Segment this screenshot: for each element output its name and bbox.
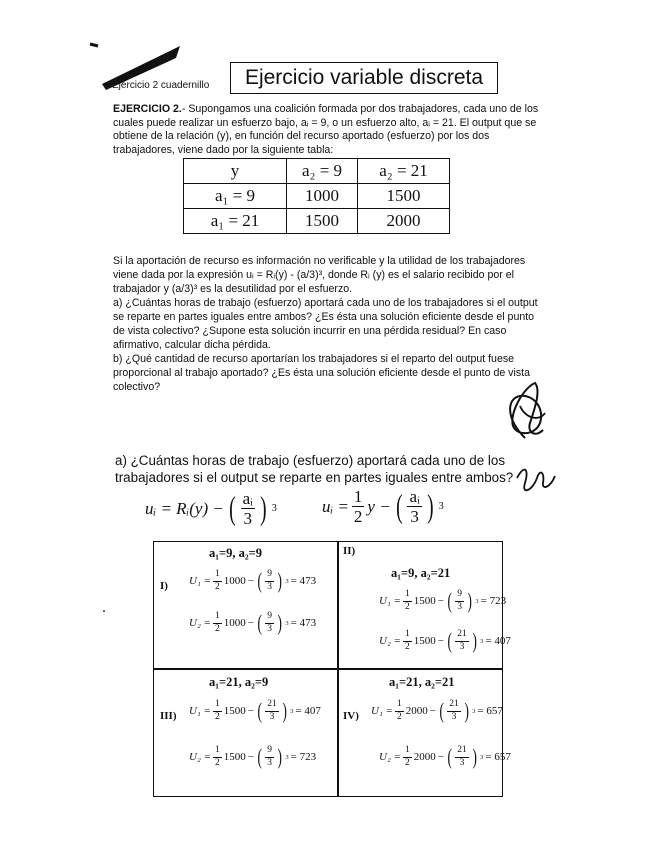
table-cell: 1500 <box>287 209 358 234</box>
fraction-denominator: 3 <box>451 711 457 722</box>
fraction-numerator: aᵢ <box>242 489 253 508</box>
utility-equation <box>371 700 503 722</box>
close-paren: ) <box>472 744 477 769</box>
page-title: Ejercicio variable discreta <box>230 62 498 94</box>
fraction-denominator: 3 <box>459 757 465 768</box>
utility-formula-equal-split <box>322 488 444 525</box>
effort-fraction <box>241 490 255 527</box>
half-fraction <box>213 746 222 768</box>
utility-equation <box>379 746 511 768</box>
exponent: 3 <box>285 753 289 761</box>
table-cell: 1500 <box>358 184 450 209</box>
grid-cell-3 <box>154 670 337 796</box>
answer-question: a) ¿Cuántas horas de trabajo (esfuerzo) aportará cada uno de los trabajadores si el output se reparte en partes iguales entre ambos? <box>115 453 514 485</box>
payoff-table <box>183 158 450 234</box>
cell-title: a₁=21, a₂=9 <box>209 675 269 689</box>
half-fraction <box>352 488 365 525</box>
fraction-denominator: 3 <box>269 711 275 722</box>
minus-sign: − <box>247 575 254 587</box>
header-label: Ejercicio 2 cuadernillo <box>112 80 210 91</box>
half-fraction <box>213 570 222 592</box>
question-a-paragraph: a) ¿Cuántas horas de trabajo (esfuerzo) aportará cada uno de los trabajadores si el output se reparte en partes iguales entre ambos? ¿Es ésta una solución eficiente desde el punto de vista colectivo? ¿Supone esta solución incurrir en una pérdida residual? En caso afirmativo, calcular dicha pérdida. <box>113 297 538 351</box>
eq-label: U₂ = <box>379 751 401 763</box>
fraction-denominator: 3 <box>457 601 462 612</box>
eq-revenue: 2000 <box>413 751 436 763</box>
exponent: 3 <box>285 577 289 585</box>
formula-mid: y − <box>367 496 391 516</box>
table-header-cell: a₂ = 21 <box>358 159 450 184</box>
close-paren: ) <box>277 610 282 635</box>
grid-cell-1 <box>154 542 337 668</box>
problem-body <box>113 254 545 394</box>
utility-equation <box>189 746 316 768</box>
cell-title: a₁=9, a₂=9 <box>209 546 262 560</box>
exercise-text: - Supongamos una coalición formada por dos trabajadores, cada uno de los cuales puede realizar un esfuerzo bajo, aᵢ = 9, o un esfuerzo alto, aᵢ = 21. El output que se obtiene de la relación (y), en función del recurso aportado (esfuerzo) por los dos trabajadores, viene dado por la siguiente tabla: <box>113 103 539 156</box>
fraction-numerator: 9 <box>265 570 274 582</box>
effort-fraction <box>455 630 469 652</box>
table-row-header: a₁ = 21 <box>184 209 287 234</box>
fraction-numerator: 21 <box>455 746 469 758</box>
eq-label: U₂ = <box>189 617 211 629</box>
fraction-denominator: 2 <box>214 581 220 592</box>
open-paren: ( <box>257 744 262 769</box>
grid-cell-2 <box>339 542 511 668</box>
fraction-numerator: 21 <box>455 630 469 642</box>
utility-equation <box>189 612 316 634</box>
fraction-denominator: 2 <box>404 757 410 768</box>
fraction-numerator: 9 <box>455 590 464 602</box>
table-header-cell: a₂ = 9 <box>287 159 358 184</box>
effort-fraction <box>407 488 421 525</box>
eq-label: U₁ = <box>189 575 211 587</box>
cell-title: a₁=21, a₂=21 <box>389 675 455 689</box>
fraction-numerator: 1 <box>353 487 363 506</box>
fraction-denominator: 2 <box>353 507 363 526</box>
eq-label: U₁ = <box>371 705 393 717</box>
table-row <box>184 209 450 234</box>
fraction-numerator: 1 <box>403 746 412 758</box>
eq-revenue: 1500 <box>413 635 436 647</box>
utility-formula-general <box>145 490 277 527</box>
effort-fraction <box>455 590 464 612</box>
table-cell: 2000 <box>358 209 450 234</box>
eq-revenue: 1000 <box>223 617 246 629</box>
fraction-denominator: 2 <box>214 623 220 634</box>
formula-lhs: uᵢ = <box>322 496 349 516</box>
question-b-paragraph: b) ¿Qué cantidad de recurso aportarían los trabajadores si el reparto del output fuese proporcional al trabajo aportado? ¿Es ésta una solución eficiente desde el punto de vista colectivo? <box>113 353 530 393</box>
close-paren: ) <box>260 490 267 527</box>
fraction-numerator: 21 <box>265 700 279 712</box>
effort-fraction <box>265 612 274 634</box>
open-paren: ( <box>439 698 444 723</box>
fraction-denominator: 3 <box>459 641 465 652</box>
utility-equation <box>189 570 316 592</box>
eq-result: = 473 <box>290 575 317 587</box>
minus-sign: − <box>247 705 254 717</box>
eq-revenue: 2000 <box>405 705 428 717</box>
open-paren: ( <box>395 488 403 525</box>
fraction-numerator: 1 <box>213 570 222 582</box>
fraction-numerator: 1 <box>403 590 412 602</box>
fraction-denominator: 3 <box>410 507 419 526</box>
open-paren: ( <box>257 610 262 635</box>
eq-label: U₂ = <box>189 751 211 763</box>
effort-fraction <box>447 700 461 722</box>
exponent: 3 <box>438 501 444 512</box>
eq-label: U₁ = <box>189 705 211 717</box>
fraction-denominator: 3 <box>267 581 272 592</box>
eq-revenue: 1000 <box>223 575 246 587</box>
effort-fraction <box>265 700 279 722</box>
exponent: 3 <box>475 597 479 605</box>
half-fraction <box>403 746 412 768</box>
open-paren: ( <box>257 698 262 723</box>
fraction-numerator: 1 <box>213 612 222 624</box>
fraction-numerator: 1 <box>395 700 404 712</box>
effort-fraction <box>265 570 274 592</box>
cell-roman: IV) <box>343 710 359 722</box>
exponent: 3 <box>271 503 277 514</box>
eq-result: = 657 <box>477 705 503 717</box>
minus-sign: − <box>437 751 444 763</box>
effort-fraction <box>455 746 469 768</box>
eq-result: = 723 <box>480 595 507 607</box>
exponent: 3 <box>290 707 294 715</box>
exercise-statement <box>113 103 545 157</box>
fraction-denominator: 2 <box>404 601 410 612</box>
utility-grid <box>153 541 511 797</box>
half-fraction <box>403 590 412 612</box>
cell-roman: III) <box>160 710 177 722</box>
close-paren: ) <box>277 568 282 593</box>
cell-title: a₁=9, a₂=21 <box>391 566 451 580</box>
open-paren: ( <box>447 744 452 769</box>
fraction-denominator: 3 <box>267 757 272 768</box>
fraction-denominator: 2 <box>396 711 402 722</box>
half-fraction <box>213 700 222 722</box>
eq-result: = 473 <box>290 617 317 629</box>
fraction-denominator: 2 <box>214 711 220 722</box>
minus-sign: − <box>437 635 444 647</box>
exponent: 3 <box>480 753 484 761</box>
close-paren: ) <box>467 588 472 613</box>
open-paren: ( <box>257 568 262 593</box>
half-fraction <box>213 612 222 634</box>
fraction-numerator: aᵢ <box>409 487 420 506</box>
minus-sign: − <box>247 751 254 763</box>
close-paren: ) <box>277 744 282 769</box>
minus-sign: − <box>437 595 444 607</box>
eq-revenue: 1500 <box>413 595 436 607</box>
minus-sign: − <box>247 617 254 629</box>
open-paren: ( <box>228 490 236 527</box>
eq-label: U₁ = <box>379 595 401 607</box>
exponent: 3 <box>480 637 484 645</box>
handwritten-signature <box>495 378 565 508</box>
exercise-label: EJERCICIO 2. <box>113 103 182 115</box>
table-header-row <box>184 159 450 184</box>
effort-fraction <box>265 746 274 768</box>
utility-paragraph: Si la aportación de recurso es información no verificable y la utilidad de los trabajadores viene dada por la expresión uᵢ = Rᵢ(y) - (a/3)³, donde Rᵢ (y) es el salario recibido por el trabajador y (a/3)³ es la desutilidad por el esfuerzo. <box>113 255 526 295</box>
cell-roman: II) <box>343 545 356 557</box>
close-paren: ) <box>282 698 287 723</box>
fraction-numerator: 9 <box>265 746 274 758</box>
fraction-numerator: 1 <box>403 630 412 642</box>
table-header-cell: y <box>184 159 287 184</box>
cell-roman: I) <box>160 580 168 592</box>
fraction-numerator: 1 <box>213 700 222 712</box>
stray-dot <box>103 610 105 612</box>
eq-result: = 723 <box>290 751 317 763</box>
utility-equation <box>379 590 506 612</box>
utility-equation <box>379 630 511 652</box>
open-paren: ( <box>447 628 452 653</box>
fraction-denominator: 3 <box>267 623 272 634</box>
formula-lhs: uᵢ = Rᵢ(y) − <box>145 498 224 518</box>
close-paren: ) <box>472 628 477 653</box>
half-fraction <box>395 700 404 722</box>
eq-result: = 407 <box>485 635 511 647</box>
fraction-numerator: 21 <box>447 700 461 712</box>
close-paren: ) <box>464 698 469 723</box>
fraction-numerator: 1 <box>213 746 222 758</box>
eq-result: = 407 <box>295 705 321 717</box>
table-cell: 1000 <box>287 184 358 209</box>
close-paren: ) <box>426 488 434 525</box>
half-fraction <box>403 630 412 652</box>
table-row-header: a₁ = 9 <box>184 184 287 209</box>
exponent: 3 <box>472 707 476 715</box>
fraction-denominator: 2 <box>404 641 410 652</box>
table-row <box>184 184 450 209</box>
eq-revenue: 1500 <box>223 751 246 763</box>
exponent: 3 <box>285 619 289 627</box>
minus-sign: − <box>429 705 436 717</box>
eq-revenue: 1500 <box>223 705 246 717</box>
eq-label: U₂ = <box>379 635 401 647</box>
grid-cell-4 <box>339 670 511 796</box>
open-paren: ( <box>447 588 452 613</box>
utility-equation <box>189 700 321 722</box>
fraction-denominator: 3 <box>243 509 252 528</box>
fraction-numerator: 9 <box>265 612 274 624</box>
eq-result: = 657 <box>485 751 511 763</box>
fraction-denominator: 2 <box>214 757 220 768</box>
